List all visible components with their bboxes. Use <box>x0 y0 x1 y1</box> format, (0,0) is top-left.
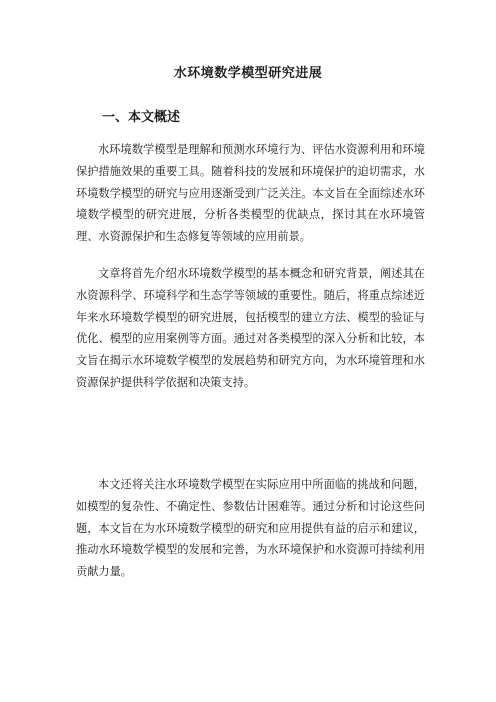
body-paragraph: 本文还将关注水环境数学模型在实际应用中所面临的挑战和问题，如模型的复杂性、不确定性、参数估计困难等。通过分析和讨论这些问题，本文旨在为水环境数学模型的研究和应用提供有益的启示和建议，推动水环境数学模型的发展和完善，为水环境保护和水资源可持续利用贡献力量。 <box>76 478 425 579</box>
body-paragraph: 水环境数学模型是理解和预测水环境行为、评估水资源利用和环境保护措施效果的重要工具。随着科技的发展和环境保护的迫切需求，水环境数学模型的研究与应用逐渐受到广泛关注。本文旨在全面综述水环境数学模型的研究进展，分析各类模型的优缺点，探讨其在水环境管理、水资源保护和生态修复等领域的应用前景。 <box>76 143 425 244</box>
body-paragraph: 文章将首先介绍水环境数学模型的基本概念和研究背景，阐述其在水资源科学、环境科学和生态学等领域的重要性。随后，将重点综述近年来水环境数学模型的研究进展，包括模型的建立方法、模型的验证与优化、模型的应用案例等方面。通过对各类模型的深入分析和比较，本文旨在揭示水环境数学模型的发展趋势和研究方向，为水环境管理和水资源保护提供科学依据和决策支持。 <box>76 267 425 389</box>
section-heading: 一、本文概述 <box>102 110 181 125</box>
document-title: 水环境数学模型研究进展 <box>173 66 323 81</box>
